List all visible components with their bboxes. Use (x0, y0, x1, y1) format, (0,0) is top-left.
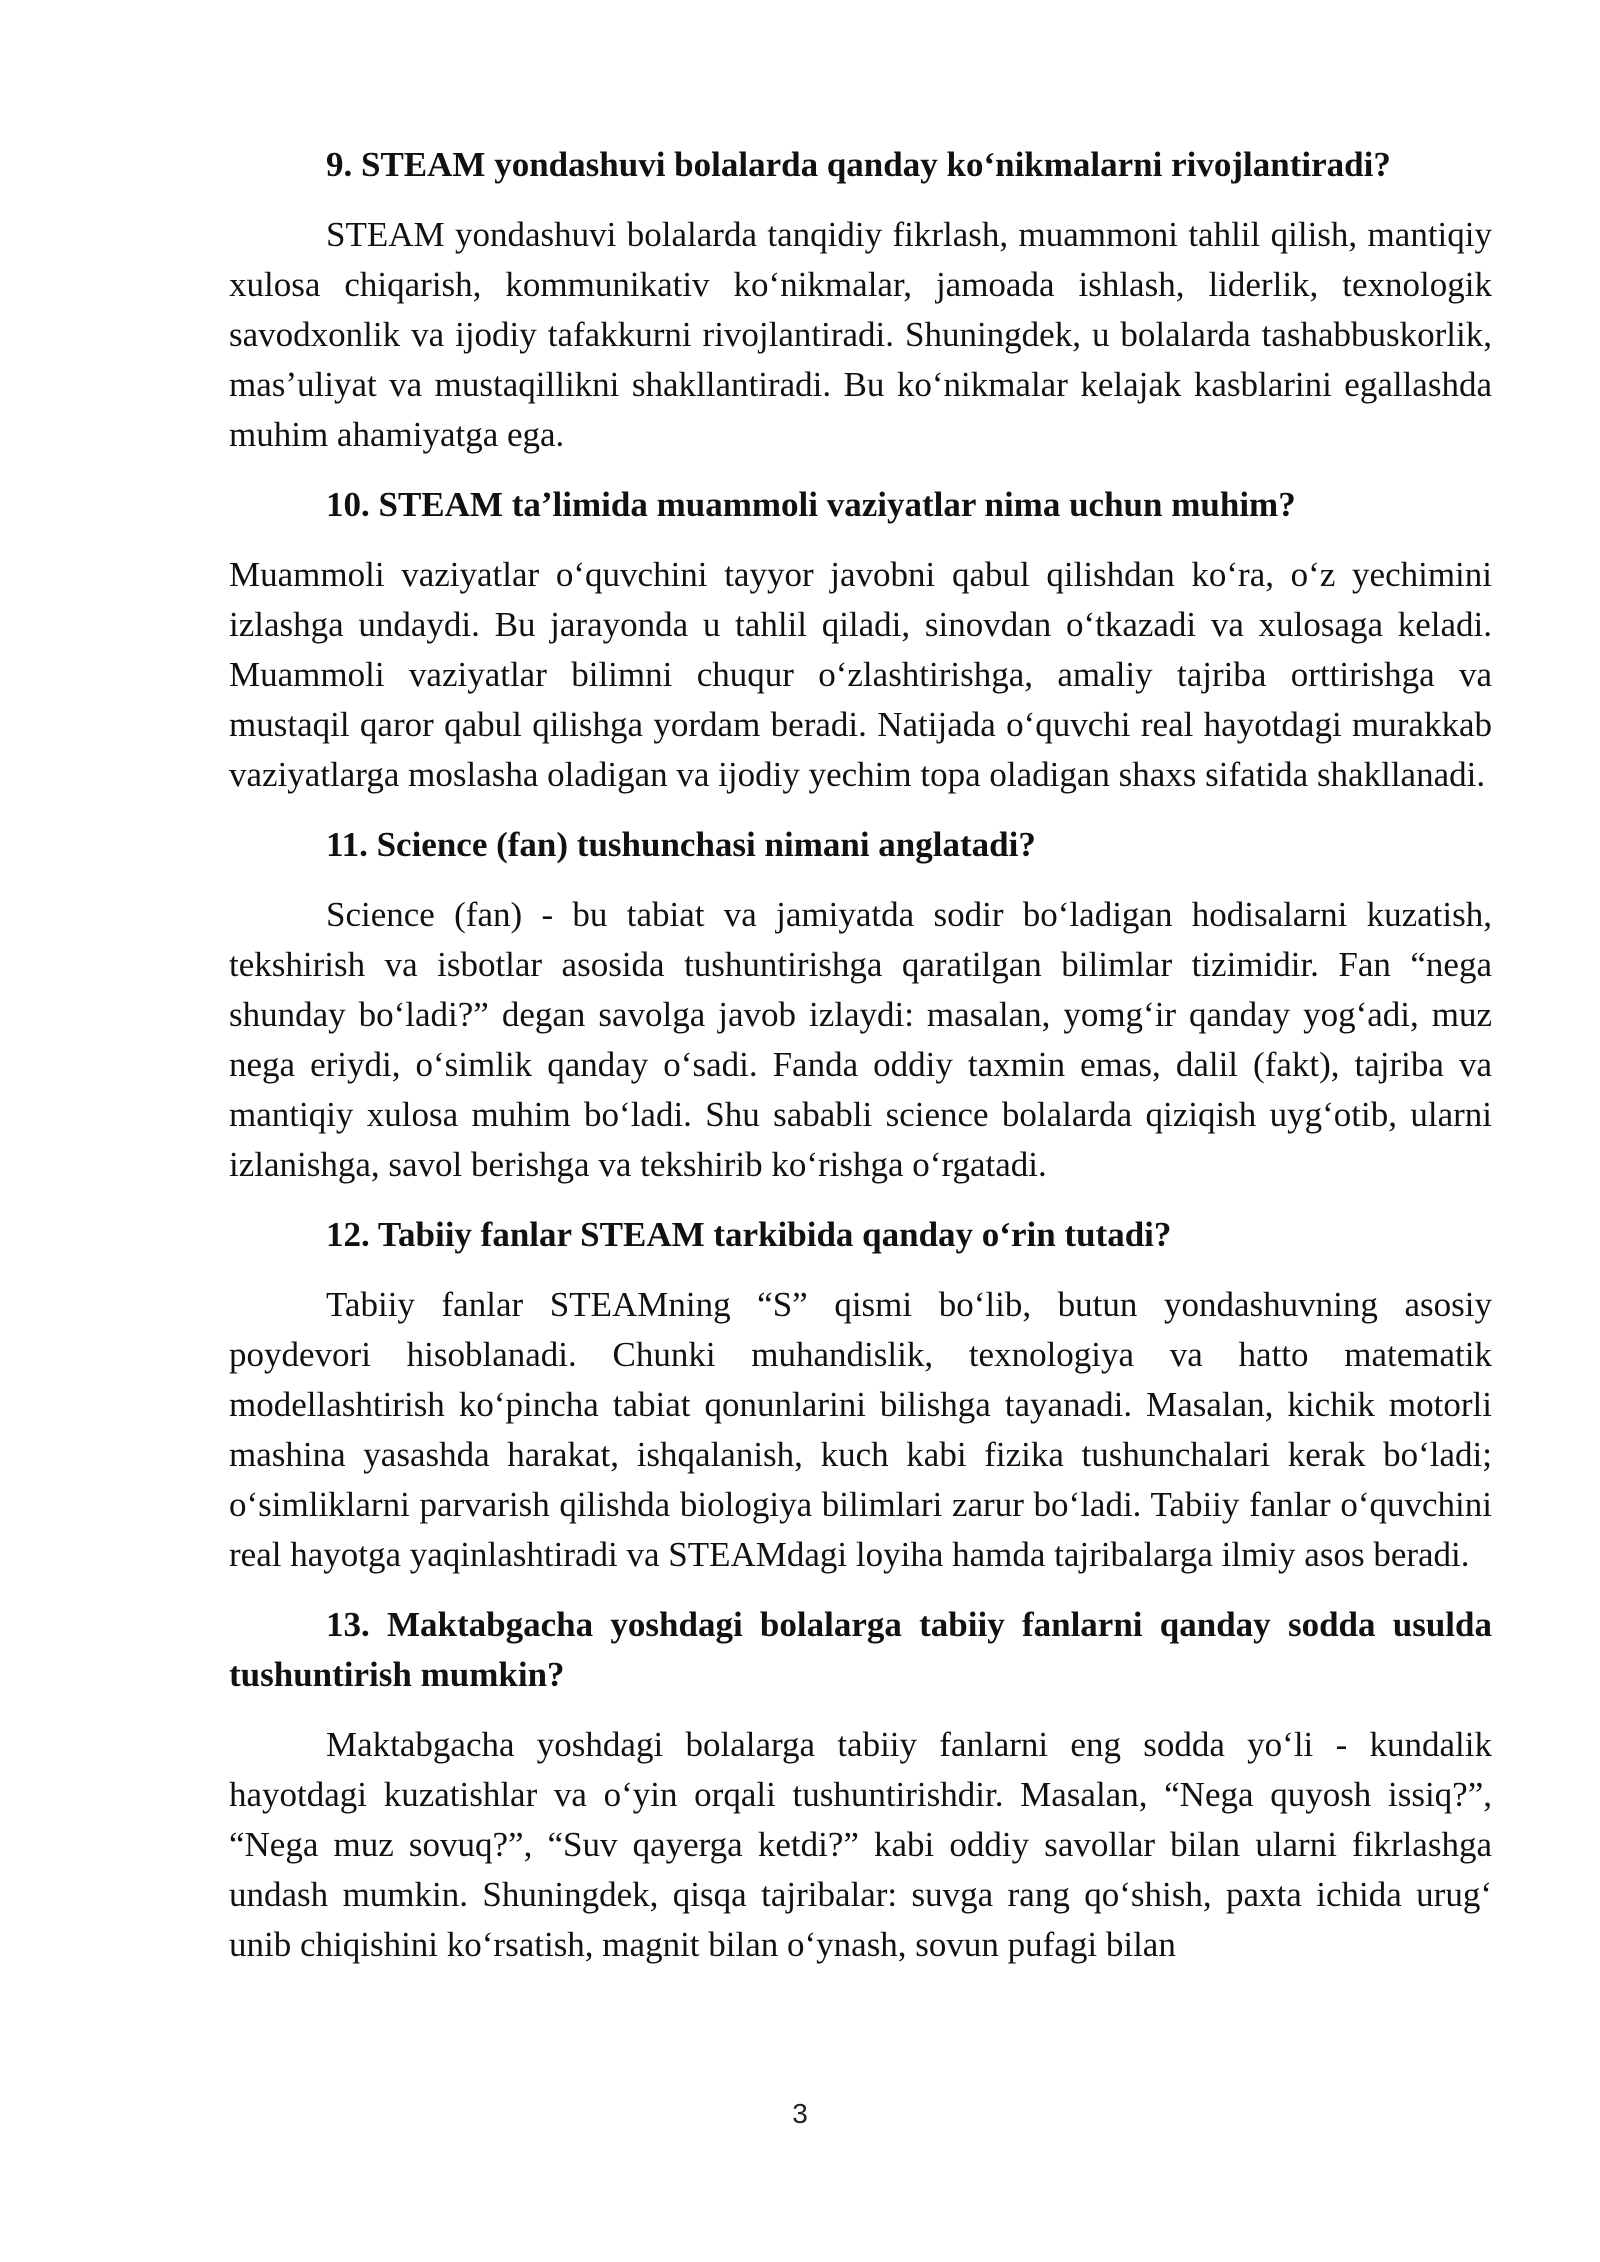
answer-paragraph-11: Science (fan) - bu tabiat va jamiyatda sodir boʻladigan hodisalarni kuzatish, tekshirish va isbotlar asosida tushuntirishga qaratilgan bilimlar tizimidir. Fan “nega shunday boʻladi?” degan savolga javob izlaydi: masalan, yomgʻir qanday yogʻadi, muz nega eriydi, oʻsimlik qanday oʻsadi. Fanda oddiy taxmin emas, dalil (fakt), tajriba va mantiqiy xulosa muhim boʻladi. Shu sababli science bolalarda qiziqish uygʻotib, ularni izlanishga, savol berishga va tekshirib koʻrishga oʻrgatadi. (229, 895, 1492, 1184)
answer-paragraph-9: STEAM yondashuvi bolalarda tanqidiy fikrlash, muammoni tahlil qilish, mantiqiy xulosa chiqarish, kommunikativ koʻnikmalar, jamoada ishlash, liderlik, texnologik savodxonlik va ijodiy tafakkurni rivojlantiradi. Shuningdek, u bolalarda tashabbuskorlik, masʼuliyat va mustaqillikni shakllantiradi. Bu koʻnikmalar kelajak kasblarini egallashda muhim ahamiyatga ega. (229, 215, 1492, 454)
answer-paragraph-13: Maktabgacha yoshdagi bolalarga tabiiy fanlarni eng sodda yoʻli - kundalik hayotdagi kuzatishlar va oʻyin orqali tushuntirishdir. Masalan, “Nega quyosh issiq?”, “Nega muz sovuq?”, “Suv qayerga ketdi?” kabi oddiy savollar bilan ularni fikrlashga undash mumkin. Shuningdek, qisqa tajribalar: suvga rang qoʻshish, paxta ichida urugʻ unib chiqishini koʻrsatish, magnit bilan oʻynash, sovun pufagi bilan (229, 1725, 1492, 1964)
answer-paragraph-12: Tabiiy fanlar STEAMning “S” qismi boʻlib, butun yondashuvning asosiy poydevori hisoblanadi. Chunki muhandislik, texnologiya va hatto matematik modellashtirish koʻpincha tabiat qonunlarini bilishga tayanadi. Masalan, kichik motorli mashina yasashda harakat, ishqalanish, kuch kabi fizika tushunchalari kerak boʻladi; oʻsimliklarni parvarish qilishda biologiya bilimlari zarur boʻladi. Tabiiy fanlar oʻquvchini real hayotga yaqinlashtiradi va STEAMdagi loyiha hamda tajribalarga ilmiy asos beradi. (229, 1285, 1492, 1574)
question-heading-13: 13. Maktabgacha yoshdagi bolalarga tabiiy fanlarni qanday sodda usulda tushuntirish mumkin? (229, 1605, 1492, 1694)
question-heading-10: 10. STEAM taʼlimida muammoli vaziyatlar nima uchun muhim? (326, 485, 1296, 524)
document-page (229, 140, 1492, 1990)
page-number: 3 (792, 2098, 808, 2129)
question-heading-11: 11. Science (fan) tushunchasi nimani anglatadi? (326, 825, 1036, 864)
answer-paragraph-10: Muammoli vaziyatlar oʻquvchini tayyor javobni qabul qilishdan koʻra, oʻz yechimini izlashga undaydi. Bu jarayonda u tahlil qiladi, sinovdan oʻtkazadi va xulosaga keladi. Muammoli vaziyatlar bilimni chuqur oʻzlashtirishga, amaliy tajriba orttirishga va mustaqil qaror qabul qilishga yordam beradi. Natijada oʻquvchi real hayotdagi murakkab vaziyatlarga moslasha oladigan va ijodiy yechim topa oladigan shaxs sifatida shakllanadi. (229, 555, 1492, 794)
question-heading-12: 12. Tabiiy fanlar STEAM tarkibida qanday oʻrin tutadi? (326, 1215, 1172, 1254)
question-heading-9: 9. STEAM yondashuvi bolalarda qanday koʻnikmalarni rivojlantiradi? (326, 145, 1391, 184)
